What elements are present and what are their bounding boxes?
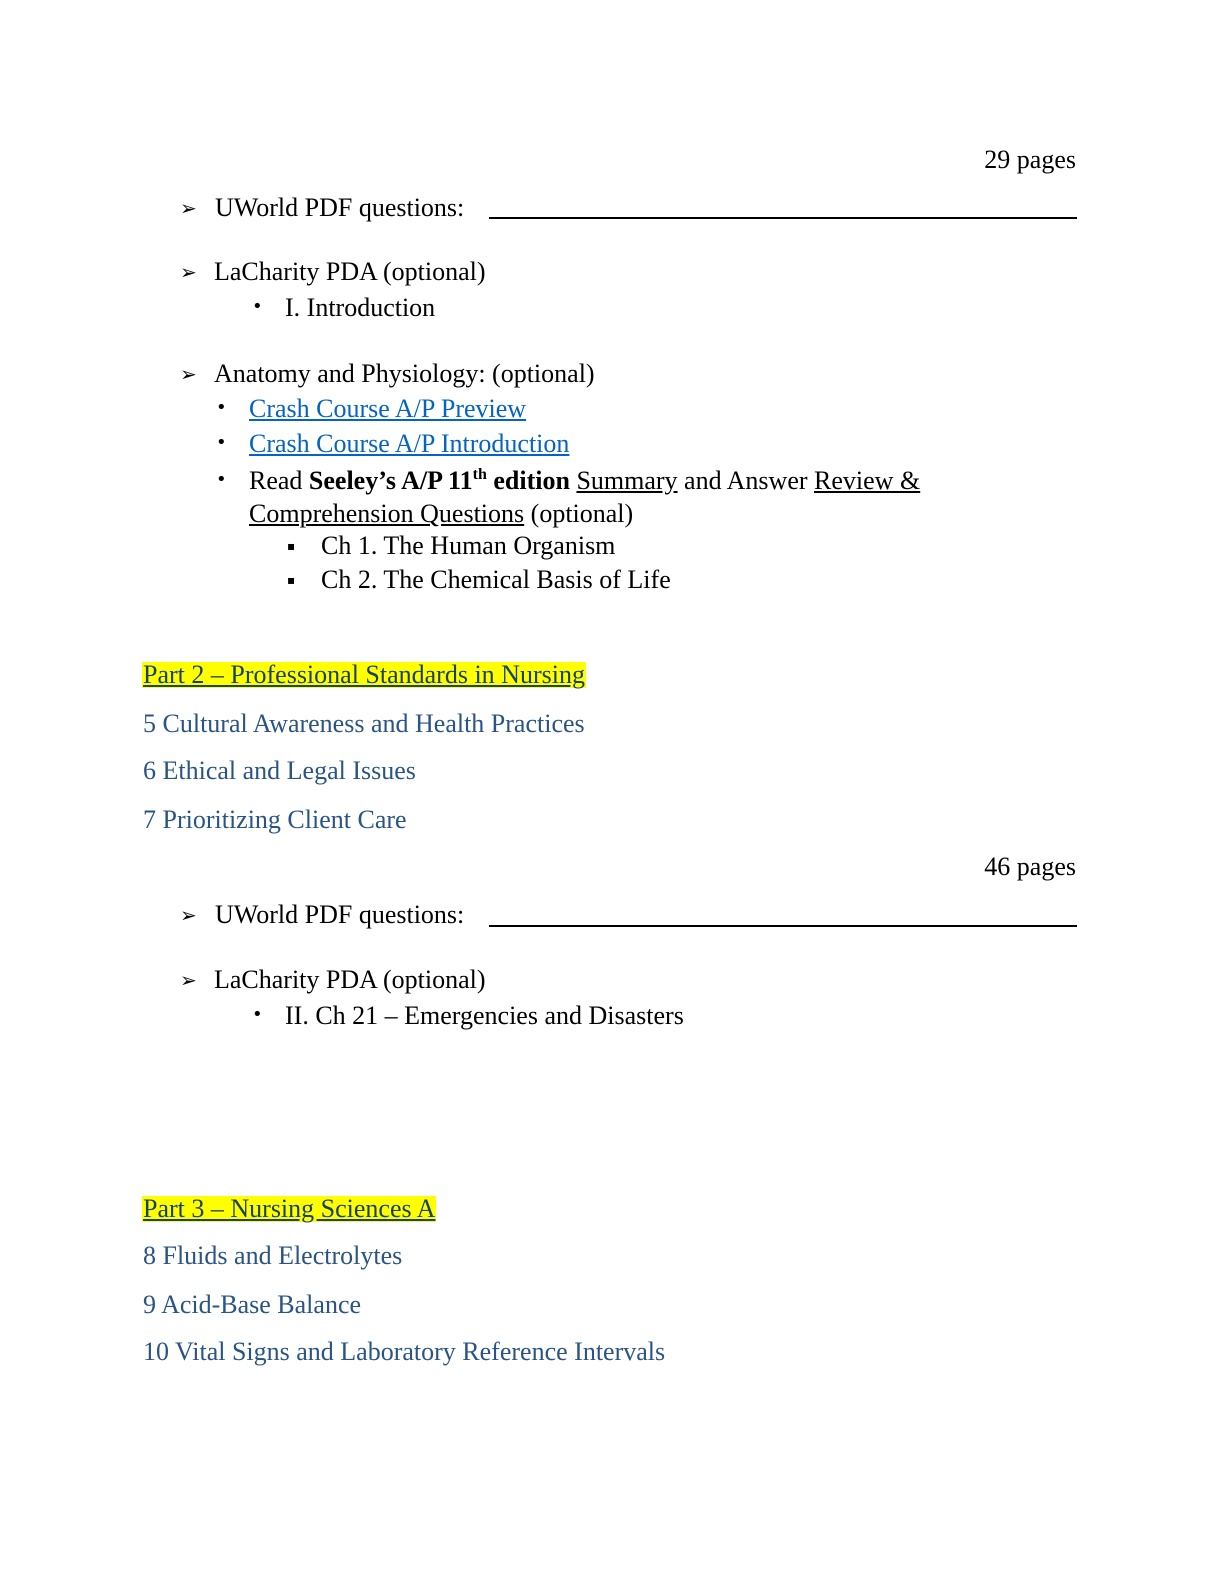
part2-heading: Part 2 – Professional Standards in Nursing xyxy=(143,660,585,689)
seeley-chapter-2: Ch 2. The Chemical Basis of Life xyxy=(321,565,671,594)
review-link-part1[interactable]: Review & xyxy=(814,466,921,495)
read-prefix: Read xyxy=(249,466,303,495)
uworld-questions-label: UWorld PDF questions: xyxy=(215,193,465,222)
bullet-icon: • xyxy=(216,469,227,490)
chapter-item: 6 Ethical and Legal Issues xyxy=(143,756,416,785)
book-title: Seeley’s A/P 11 xyxy=(308,466,473,495)
arrow-bullet-icon: ➢ xyxy=(180,260,197,284)
uworld-questions-label: UWorld PDF questions: xyxy=(215,900,465,929)
chapter-item: 9 Acid-Base Balance xyxy=(143,1290,362,1319)
bullet-icon: • xyxy=(216,397,227,418)
chapter-item: 10 Vital Signs and Laboratory Reference Intervals xyxy=(143,1337,666,1366)
square-bullet-icon: ▪ xyxy=(287,573,296,587)
book-title-superscript: th xyxy=(472,466,487,483)
lacharity-item: I. Introduction xyxy=(285,293,436,322)
crash-course-preview-link[interactable]: Crash Course A/P Preview xyxy=(249,394,527,423)
book-edition: edition xyxy=(493,466,570,495)
arrow-bullet-icon: ➢ xyxy=(180,903,197,927)
square-bullet-icon: ▪ xyxy=(287,539,296,553)
arrow-bullet-icon: ➢ xyxy=(180,362,197,386)
lacharity-item: II. Ch 21 – Emergencies and Disasters xyxy=(285,1001,684,1030)
page-count-2: 46 pages xyxy=(984,852,1076,881)
bullet-icon: • xyxy=(252,1004,263,1025)
uworld-questions-blank[interactable] xyxy=(489,217,1077,219)
summary-link[interactable]: Summary xyxy=(576,466,678,495)
optional-text: (optional) xyxy=(530,499,634,528)
and-answer-text: and Answer xyxy=(684,466,808,495)
arrow-bullet-icon: ➢ xyxy=(180,968,197,992)
read-seeley-line xyxy=(249,468,920,494)
crash-course-introduction-link[interactable]: Crash Course A/P Introduction xyxy=(249,429,570,458)
chapter-item: 8 Fluids and Electrolytes xyxy=(143,1241,403,1270)
lacharity-label: LaCharity PDA (optional) xyxy=(214,965,486,994)
bullet-icon: • xyxy=(216,432,227,453)
read-seeley-line-2 xyxy=(249,501,633,527)
review-link-part2[interactable]: Comprehension Questions xyxy=(249,499,525,528)
chapter-item: 7 Prioritizing Client Care xyxy=(143,805,407,834)
chapter-item: 5 Cultural Awareness and Health Practices xyxy=(143,709,585,738)
uworld-questions-blank[interactable] xyxy=(489,925,1077,927)
part3-heading: Part 3 – Nursing Sciences A xyxy=(143,1194,436,1223)
arrow-bullet-icon: ➢ xyxy=(180,196,197,220)
anatomy-physiology-label: Anatomy and Physiology: (optional) xyxy=(214,359,595,388)
lacharity-label: LaCharity PDA (optional) xyxy=(214,257,486,286)
bullet-icon: • xyxy=(252,296,263,317)
page-count-1: 29 pages xyxy=(984,145,1076,174)
seeley-chapter-1: Ch 1. The Human Organism xyxy=(321,531,616,560)
